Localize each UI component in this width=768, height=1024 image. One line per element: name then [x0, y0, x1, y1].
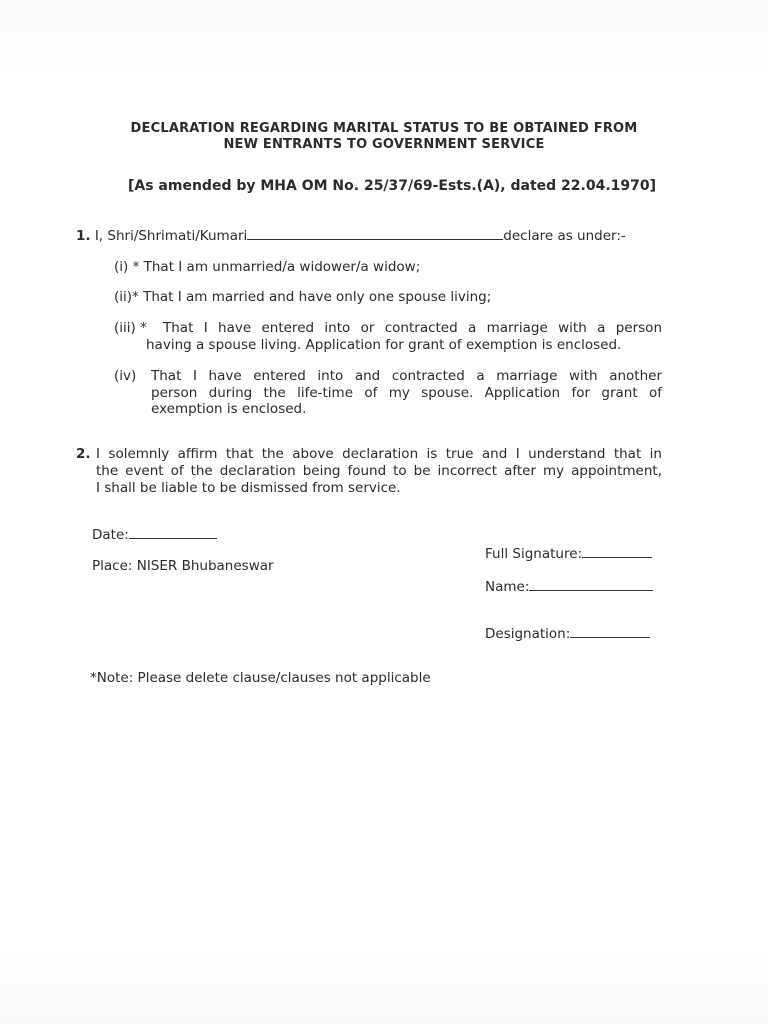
item-iv-line-1: That I have entered into and contracted a marriage with another — [151, 368, 662, 384]
name-blank — [247, 225, 503, 240]
item-i-text: That I am unmarried/a widower/a widow; — [143, 259, 421, 275]
item-ii-marker: (ii)* — [114, 289, 139, 305]
name-label: Name: — [485, 579, 530, 595]
clause-1-prefix: I, Shri/Shrimati/Kumari — [94, 228, 248, 244]
item-iv-line-2: person during the life-time of my spouse. Application for grant of — [151, 385, 662, 401]
item-iv-marker: (iv) — [114, 368, 137, 384]
date-label: Date: — [92, 527, 129, 543]
signature-blank — [582, 543, 652, 558]
date-blank — [129, 524, 217, 539]
designation-label: Designation: — [485, 626, 571, 642]
item-i-marker: (i) * — [114, 259, 140, 275]
signature-field — [485, 543, 652, 562]
clause-1-suffix: declare as under:- — [503, 228, 626, 244]
clause-2-number: 2. — [76, 446, 91, 462]
item-iv-line-3: exemption is enclosed. — [151, 401, 307, 417]
clause-2-line-3: I shall be liable to be dismissed from service. — [96, 480, 401, 496]
signature-label: Full Signature: — [485, 546, 583, 562]
designation-field — [485, 623, 650, 642]
clause-1-number: 1. — [76, 228, 91, 244]
title-line-1: DECLARATION REGARDING MARITAL STATUS TO BE OBTAINED FROM — [130, 121, 638, 136]
name-line-blank — [529, 576, 653, 591]
clause-1-line — [76, 225, 626, 244]
designation-blank — [570, 623, 650, 638]
date-field — [92, 524, 217, 543]
amendment-reference: [As amended by MHA OM No. 25/37/69-Ests.(A), dated 22.04.1970] — [127, 178, 657, 194]
footnote: *Note: Please delete clause/clauses not applicable — [90, 670, 431, 686]
clause-1-item-i — [114, 259, 420, 275]
clause-1-item-ii — [114, 289, 491, 305]
name-field — [485, 576, 653, 595]
item-iii-marker: (iii) * — [114, 320, 147, 336]
item-iii-line-2: having a spouse living. Application for grant of exemption is enclosed. — [146, 337, 622, 353]
place-label: Place: NISER Bhubaneswar — [92, 558, 274, 574]
item-ii-text: That I am married and have only one spouse living; — [143, 289, 492, 305]
title-line-2: NEW ENTRANTS TO GOVERNMENT SERVICE — [223, 137, 545, 152]
item-iii-line-1: That I have entered into or contracted a marriage with a person — [163, 320, 662, 336]
clause-2-line-2: the event of the declaration being found to be incorrect after my appointment, — [96, 463, 662, 479]
clause-2-line-1: I solemnly affirm that the above declaration is true and I understand that in — [96, 446, 662, 462]
